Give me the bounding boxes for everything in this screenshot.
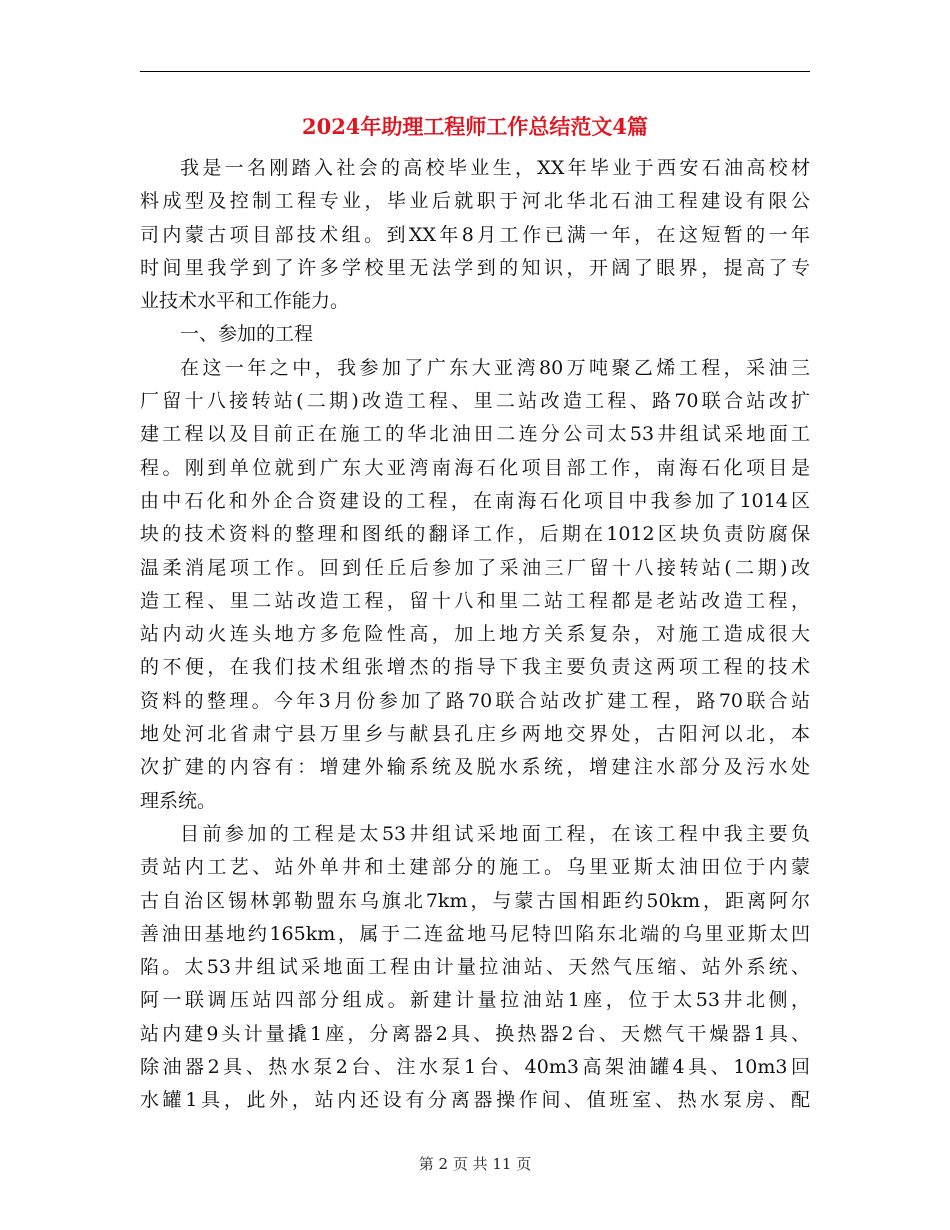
paragraph-current-project [140, 818, 810, 1118]
text-line: 理系统。 [140, 789, 217, 812]
text-line: 责站内工艺、站外单井和土建部分的施工。乌里亚斯太油田位于内蒙 [140, 856, 810, 879]
text-line: 程。刚到单位就到广东大亚湾南海石化项目部工作，南海石化项目是 [140, 456, 810, 479]
page-footer: 第 2 页 共 11 页 [418, 1155, 532, 1173]
text-line: 温柔消尾项工作。回到任丘后参加了采油三厂留十八接转站(二期)改 [140, 556, 810, 579]
text-line: 造工程、里二站改造工程，留十八和里二站工程都是老站改造工程， [140, 589, 810, 612]
text-line: 料成型及控制工程专业，毕业后就职于河北华北石油工程建设有限公 [140, 190, 810, 213]
text-line: 块的技术资料的整理和图纸的翻译工作，后期在1012区块负责防腐保 [140, 523, 810, 546]
text-line: 古自治区锡林郭勒盟东乌旗北7km，与蒙古国相距约50km，距离阿尔 [140, 889, 810, 912]
text-line: 建工程以及目前正在施工的华北油田二连分公司太53井组试采地面工 [140, 423, 810, 446]
text-line: 由中石化和外企合资建设的工程，在南海石化项目中我参加了1014区 [140, 489, 810, 512]
text-line: 在这一年之中，我参加了广东大亚湾80万吨聚乙烯工程，采油三 [180, 356, 810, 379]
paragraph-intro [140, 152, 810, 318]
text-line: 司内蒙古项目部技术组。到XX年8月工作已满一年，在这短暂的一年 [140, 223, 810, 246]
section-heading [140, 318, 810, 351]
text-line: 的不便，在我们技术组张增杰的指导下我主要负责这两项工程的技术 [140, 656, 810, 679]
document-body [140, 152, 810, 1118]
text-line: 厂留十八接转站(二期)改造工程、里二站改造工程、路70联合站改扩 [140, 390, 810, 413]
text-line: 地处河北省肃宁县万里乡与献县孔庄乡两地交界处，古阳河以北，本 [140, 723, 810, 746]
header-rule [140, 71, 810, 72]
document-title: 2024年助理工程师工作总结范文4篇 [301, 114, 649, 139]
text-line: 次扩建的内容有：增建外输系统及脱水系统，增建注水部分及污水处 [140, 756, 810, 779]
text-line: 站内动火连头地方多危险性高，加上地方关系复杂，对施工造成很大 [140, 623, 810, 646]
text-line: 除油器2具、热水泵2台、注水泵1台、40m3高架油罐4具、10m3回 [140, 1056, 810, 1079]
text-line: 一、参加的工程 [180, 323, 314, 346]
paragraph-projects [140, 352, 810, 818]
text-line: 时间里我学到了许多学校里无法学到的知识，开阔了眼界，提高了专 [140, 256, 810, 279]
text-line: 阿一联调压站四部分组成。新建计量拉油站1座，位于太53井北侧， [140, 989, 810, 1012]
text-line: 我是一名刚踏入社会的高校毕业生，XX年毕业于西安石油高校材 [180, 157, 810, 179]
text-line: 水罐1具，此外，站内还设有分离器操作间、值班室、热水泵房、配 [140, 1089, 810, 1112]
text-line: 业技术水平和工作能力。 [140, 290, 350, 313]
text-line: 站内建9头计量撬1座，分离器2具、换热器2台、天燃气干燥器1具、 [140, 1022, 810, 1045]
text-line: 善油田基地约165km，属于二连盆地马尼特凹陷东北端的乌里亚斯太凹 [140, 922, 810, 945]
text-line: 陷。太53井组试采地面工程由计量拉油站、天然气压缩、站外系统、 [140, 956, 810, 979]
text-line: 资料的整理。今年3月份参加了路70联合站改扩建工程，路70联合站 [140, 689, 810, 712]
text-line: 目前参加的工程是太53井组试采地面工程，在该工程中我主要负 [180, 822, 810, 845]
